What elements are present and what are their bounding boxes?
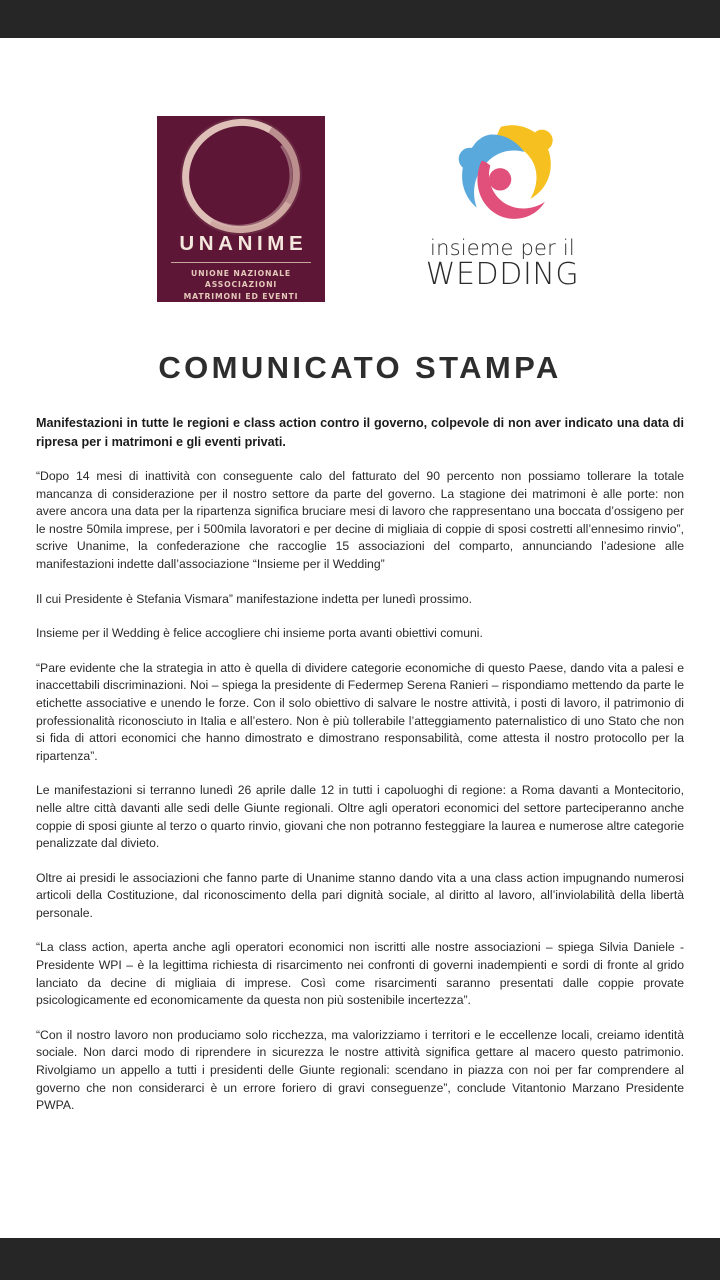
unanime-tagline-line2: MATRIMONI ED EVENTI bbox=[183, 290, 299, 301]
insieme-per-il-wedding-logo bbox=[415, 118, 590, 293]
wedding-logo-line2: WEDDING bbox=[425, 257, 580, 292]
paragraph-8: “Con il nostro lavoro non produciamo solo ricchezza, ma valorizziamo i territori e le eccellenze locali, creiamo identità sociale. Non darci modo di riprendere in sicurezza le nostre attività significa gettare al macero questo patrimonio. Rivolgiamo un appello a tutti i presidenti delle Giunte regionali: scendano in piazza con noi per far comprendere al governo che non considerarci è un errore foriero di gravi conseguenze”, conclude Vitantonio Marzano Presidente PWPA. bbox=[36, 1027, 684, 1113]
paragraph-4: “Pare evidente che la strategia in atto è quella di dividere categorie economiche di questo Paese, dando vita a palesi e inaccettabili discriminazioni. Noi – spiega la presidente di Federmep Serena Ranieri – rispondiamo mettendo da parte le etichette associative e unendo le forze. Con il solo obiettivo di salvare le nostre attività, i posti di lavoro, il patrimonio di professionalità riconosciuto in Italia e all’estero. Non è più tollerabile l’atteggiamento paternalistico di uno Stato che non si fida di attori economici che hanno dimostrato e dimostrano responsabilità, come attesta il nostro protocollo per la ripartenza”. bbox=[36, 660, 684, 763]
unanime-divider bbox=[171, 262, 311, 263]
three-figures-circle-icon bbox=[444, 118, 562, 230]
paragraph-6: Oltre ai presidi le associazioni che fanno parte di Unanime stanno dando vita a una class action impugnando numerosi articoli della Costituzione, dal riconoscimento della pari dignità sociale, al diritto al lavoro, all’inviolabilità della libertà personale. bbox=[36, 870, 684, 920]
status-bar-bottom bbox=[0, 1238, 720, 1280]
unanime-logo bbox=[157, 116, 325, 302]
unanime-tagline-line1: UNIONE NAZIONALE ASSOCIAZIONI bbox=[191, 267, 291, 289]
paragraph-1: “Dopo 14 mesi di inattività con conseguente calo del fatturato del 90 percento non possiamo tollerare la totale mancanza di considerazione per il nostro settore da parte del governo. La stagione dei matrimoni è alle porte: non avere ancora una data per la ripartenza significa bruciare mesi di lavoro che rappresentano una boccata d’ossigeno per le nostre 50mila imprese, per i 500mila lavoratori e per decine di migliaia di coppie di sposi costretti all’ennesimo rinvio”, scrive Unanime, la confederazione che raccoglie 15 associazioni del comparto, annunciando l’adesione alle manifestazioni indette dall’associazione “Insieme per il Wedding” bbox=[36, 469, 684, 571]
paragraph-5: Le manifestazioni si terranno lunedì 26 aprile dalle 12 in tutti i capoluoghi di regione: a Roma davanti a Montecitorio, nelle altre città davanti alle sedi delle Giunte regionali. Oltre agli operatori economici del settore parteciperanno anche coppie di sposi giunte al terzo o quarto rinvio, giovani che non potranno festeggiare la laurea e numerose altre categorie penalizzate dal divieto. bbox=[36, 783, 684, 851]
lede-paragraph: Manifestazioni in tutte le regioni e class action contro il governo, colpevole di non aver indicato una data di ripresa per i matrimoni e gli eventi privati. bbox=[36, 416, 684, 449]
paragraph-2: Il cui Presidente è Stefania Vismara” manifestazione indetta per lunedì prossimo. bbox=[36, 591, 473, 606]
wedding-logo-line1: insieme per il bbox=[430, 236, 575, 260]
unanime-tagline bbox=[162, 268, 320, 303]
document-body bbox=[0, 414, 720, 1115]
logo-row bbox=[0, 116, 720, 316]
paragraph-7: “La class action, aperta anche agli operatori economici non iscritti alle nostre associazioni – spiega Silvia Daniele - Presidente WPI – è la legittima richiesta di risarcimento nei confronti di governi inadempienti e sordi di fronte al grido lanciato da decine di migliaia di imprese. Così come risarcimenti saranno presentati dalle coppie provate psicologicamente ed economicamente da questa non più sostenibile incertezza”. bbox=[36, 940, 684, 1008]
brush-ring-icon bbox=[180, 128, 302, 225]
paragraph-3: Insieme per il Wedding è felice accogliere chi insieme porta avanti obiettivi comuni. bbox=[36, 626, 483, 641]
page-title: COMUNICATO STAMPA bbox=[158, 350, 562, 385]
status-bar-top bbox=[0, 0, 720, 38]
unanime-wordmark: UNANIME bbox=[179, 231, 308, 255]
document-page bbox=[0, 38, 720, 1238]
